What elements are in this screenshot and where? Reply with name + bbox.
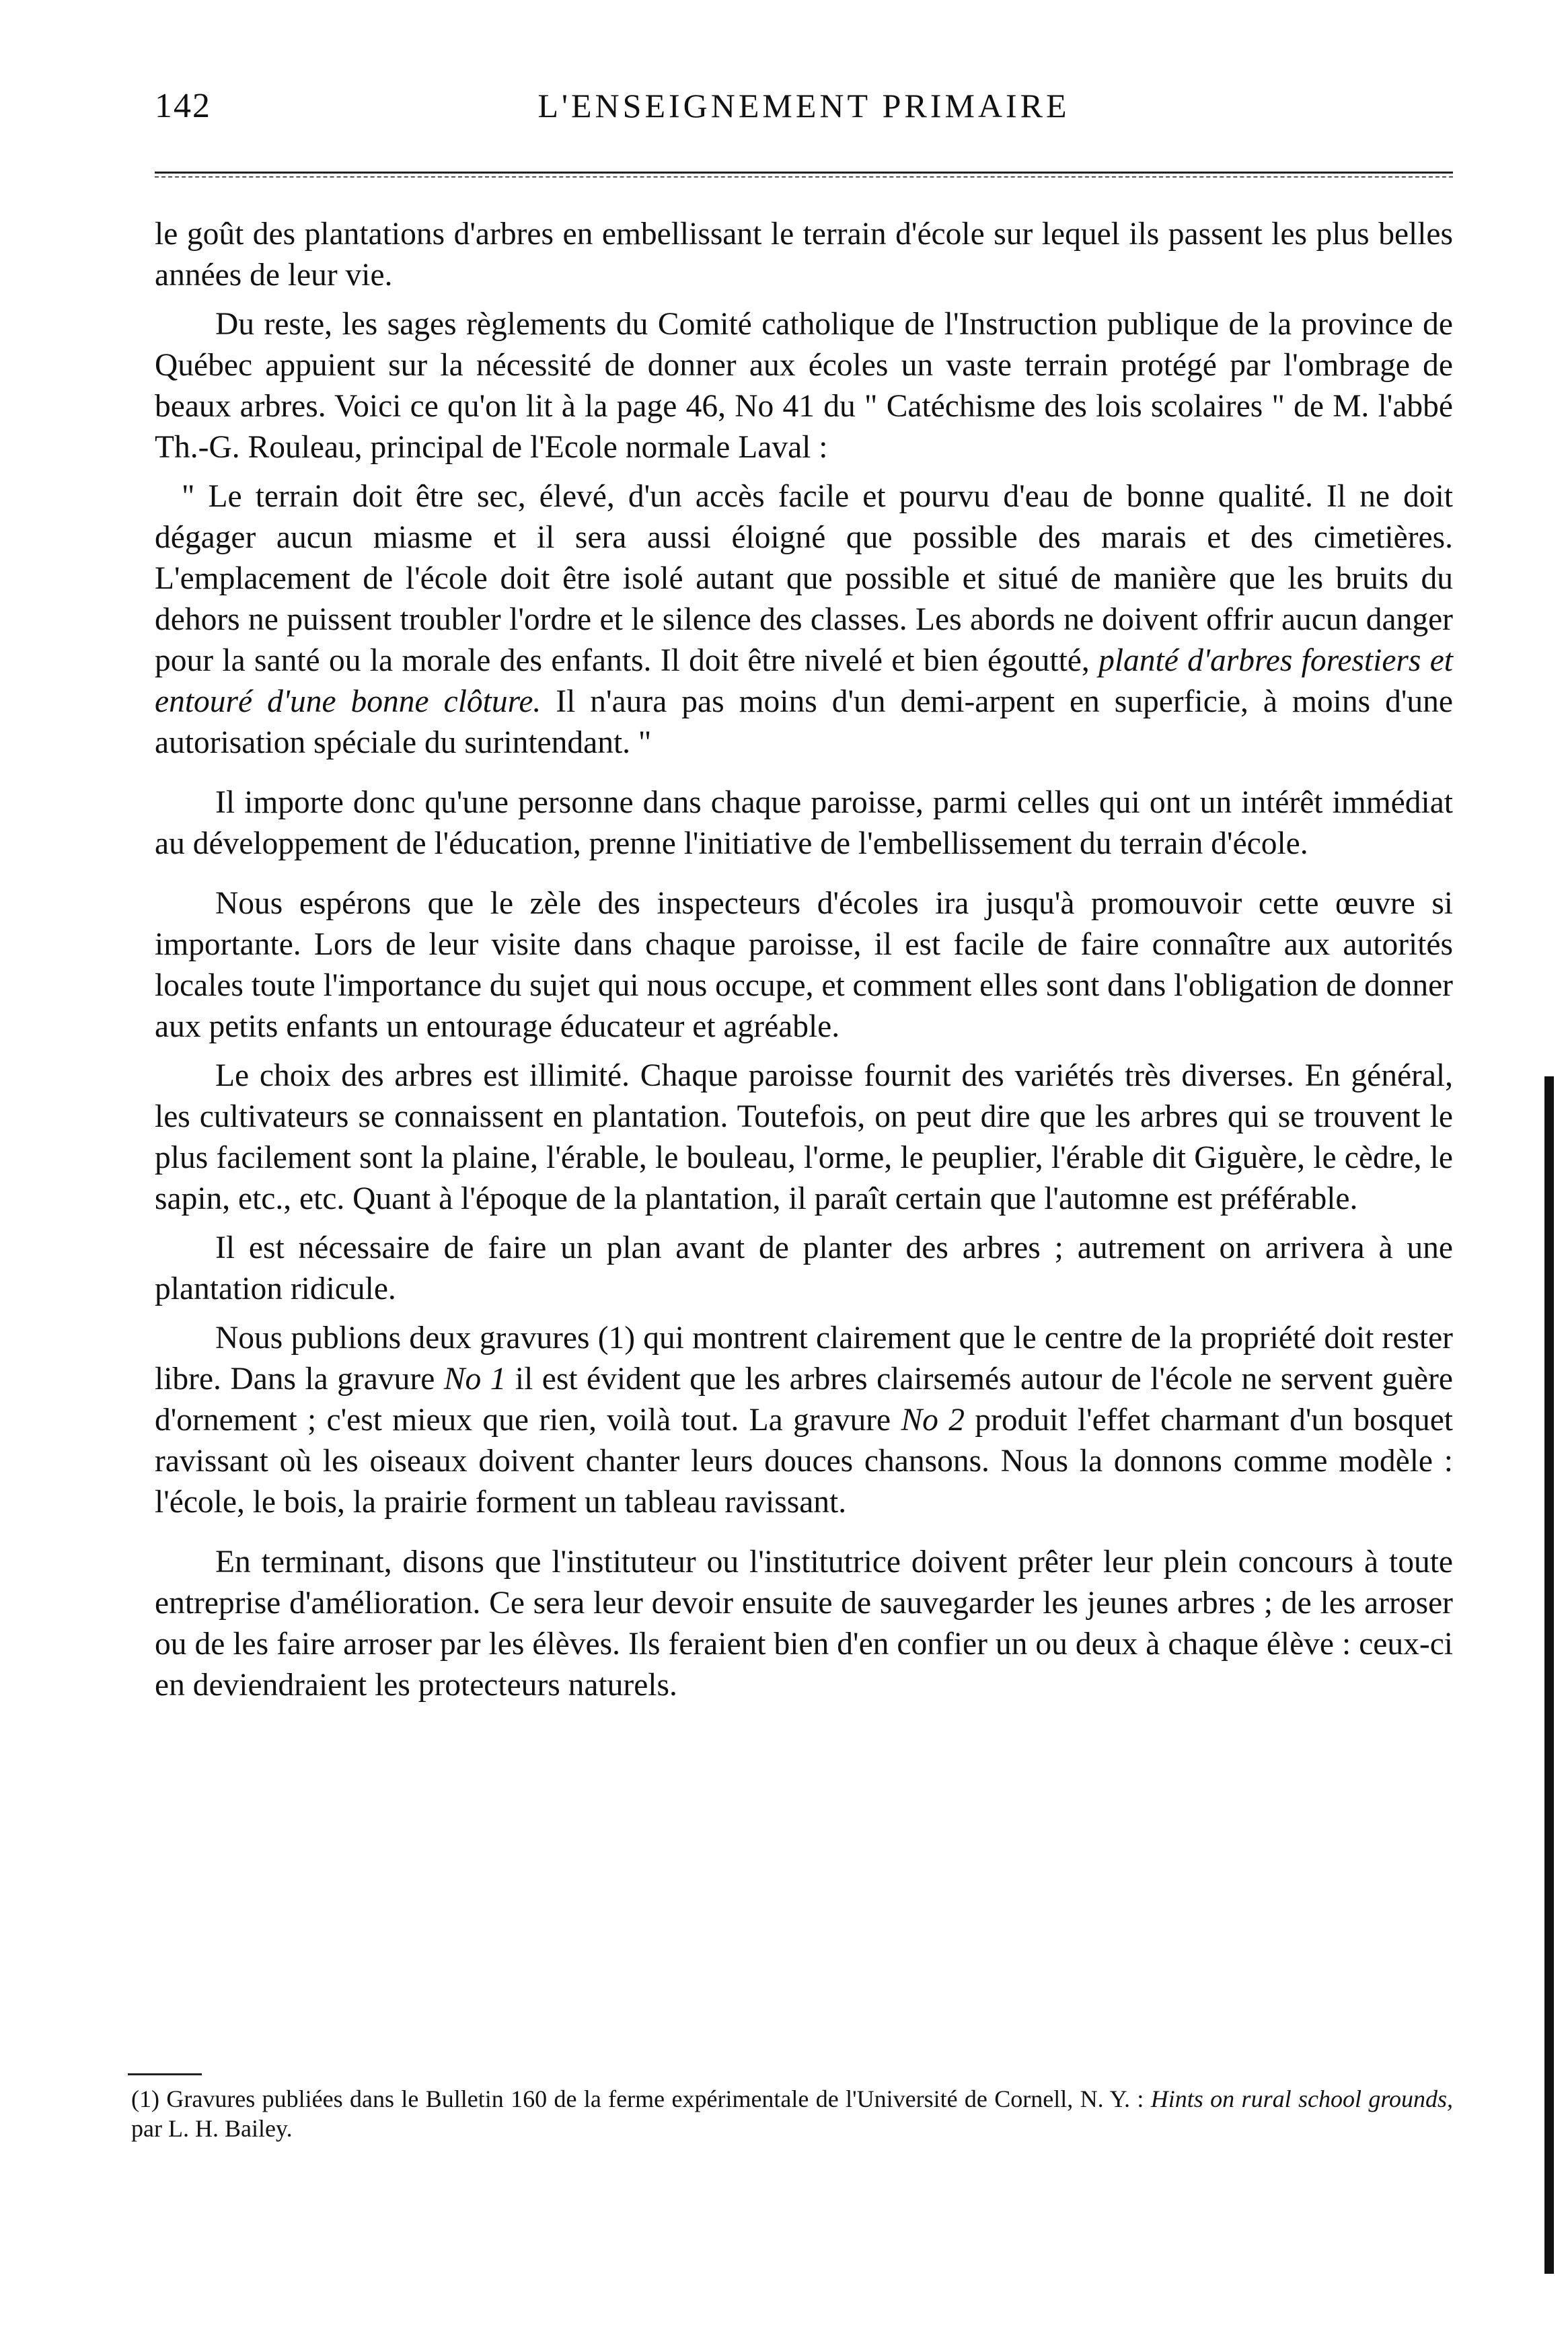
paragraph-reglements: Du reste, les sages règlements du Comité catholique de l'Instruction publique de la province de Québec appuient sur la nécessité de donner aux écoles un vaste terrain protégé par l'ombrage de beaux arbres. Voici ce qu'on lit à la page 46, No 41 du " Catéchisme des lois scolaires " de M. l'abbé Th.-G. Rouleau, principal de l'Ecole normale Laval : (155, 307, 1453, 465)
gravures-text-3: produit l'effet charmant d'un bosquet ravissant où les oiseaux doivent chanter leurs douces chansons. Nous la donnons comme modèle : l'école, le bois, la prairie forment un tableau ravissant. (155, 1403, 1453, 1520)
paragraph-inspecteurs: Nous espérons que le zèle des inspecteurs d'écoles ira jusqu'à promouvoir cette œuvre si importante. Lors de leur visite dans chaque paroisse, il est facile de faire connaître aux autorités locales toute l'importance du sujet qui nous occupe, et comment elles sont dans l'obligation de donner aux petits enfants un entourage éducateur et agréable. (155, 886, 1453, 1044)
page-number: 142 (155, 87, 211, 125)
paragraph-continued: le goût des plantations d'arbres en embellissant le terrain d'école sur lequel ils passent les plus belles années de leur vie. (155, 217, 1453, 293)
page-header (155, 86, 1453, 133)
paragraph-conclusion: En terminant, disons que l'instituteur ou l'institutrice doivent prêter leur plein concours à toute entreprise d'amélioration. Ce sera leur devoir ensuite de sauvegarder les jeunes arbres ; de les arroser ou de les faire arroser par les élèves. Ils feraient bien d'en confier un ou deux à chaque élève : ceux-ci en deviendraient les protecteurs naturels. (155, 1545, 1453, 1703)
scan-margin-bar (1544, 1076, 1554, 2274)
header-rule (155, 172, 1453, 174)
gravures-text-2: il est évident que les arbres clairsemés autour de l'école ne servent guère d'ornement ; c'est mieux que rien, voilà tout. La gravure (155, 1362, 1453, 1438)
paragraph-plan: Il est nécessaire de faire un plan avant de planter des arbres ; autrement on arrivera à une plantation ridicule. (155, 1230, 1453, 1306)
footnote-author: par L. H. Bailey. (131, 2115, 293, 2142)
footnote-title: Hints on rural school grounds, (1150, 2085, 1454, 2112)
header-rule-secondary (155, 176, 1453, 178)
gravure-1-reference: No 1 (443, 1362, 507, 1397)
footnote (131, 2084, 1453, 2143)
quotation-italic: planté d'arbres forestiers et entouré d'une bonne clôture. (155, 643, 1453, 719)
running-title: L'ENSEIGNEMENT PRIMAIRE (537, 87, 1070, 124)
footnote-rule (128, 2073, 202, 2075)
gravures-text-1: Nous publions deux gravures (1) qui montrent clairement que le centre de la propriété doit rester libre. Dans la gravure (155, 1321, 1453, 1397)
quotation-text-end: Il n'aura pas moins d'un demi-arpent en superficie, à moins d'une autorisation spéciale du surintendant. " (155, 684, 1453, 760)
gravure-2-reference: No 2 (901, 1403, 965, 1438)
paragraph-choix-arbres: Le choix des arbres est illimité. Chaque paroisse fournit des variétés très diverses. En général, les cultivateurs se connaissent en plantation. Toutefois, on peut dire que les arbres qui se trouvent le plus facilement sont la plaine, l'érable, le bouleau, l'orme, le peuplier, l'érable dit Giguère, le cèdre, le sapin, etc., etc. Quant à l'époque de la plantation, il paraît certain que l'automne est préférable. (155, 1058, 1453, 1216)
quotation-text: " Le terrain doit être sec, élevé, d'un accès facile et pourvu d'eau de bonne qualité. Il ne doit dégager aucun miasme et il sera aussi éloigné que possible des marais et des cimetières. L'emplacement de l'école doit être isolé autant que possible et situé de manière que les bruits du dehors ne puissent troubler l'ordre et le silence des classes. Les abords ne doivent offrir aucun danger pour la santé ou la morale des enfants. Il doit être nivelé et bien égoutté, (155, 479, 1453, 678)
paragraph-quotation (155, 476, 1453, 764)
body-text (155, 214, 1453, 1714)
paragraph-gravures (155, 1318, 1453, 1523)
paragraph-initiative: Il importe donc qu'une personne dans chaque paroisse, parmi celles qui ont un intérêt immédiat au développement de l'éducation, prenne l'initiative de l'embellissement du terrain d'école. (155, 785, 1453, 861)
footnote-text: (1) Gravures publiées dans le Bulletin 160 de la ferme expérimentale de l'Université de Cornell, N. Y. : (131, 2085, 1151, 2112)
